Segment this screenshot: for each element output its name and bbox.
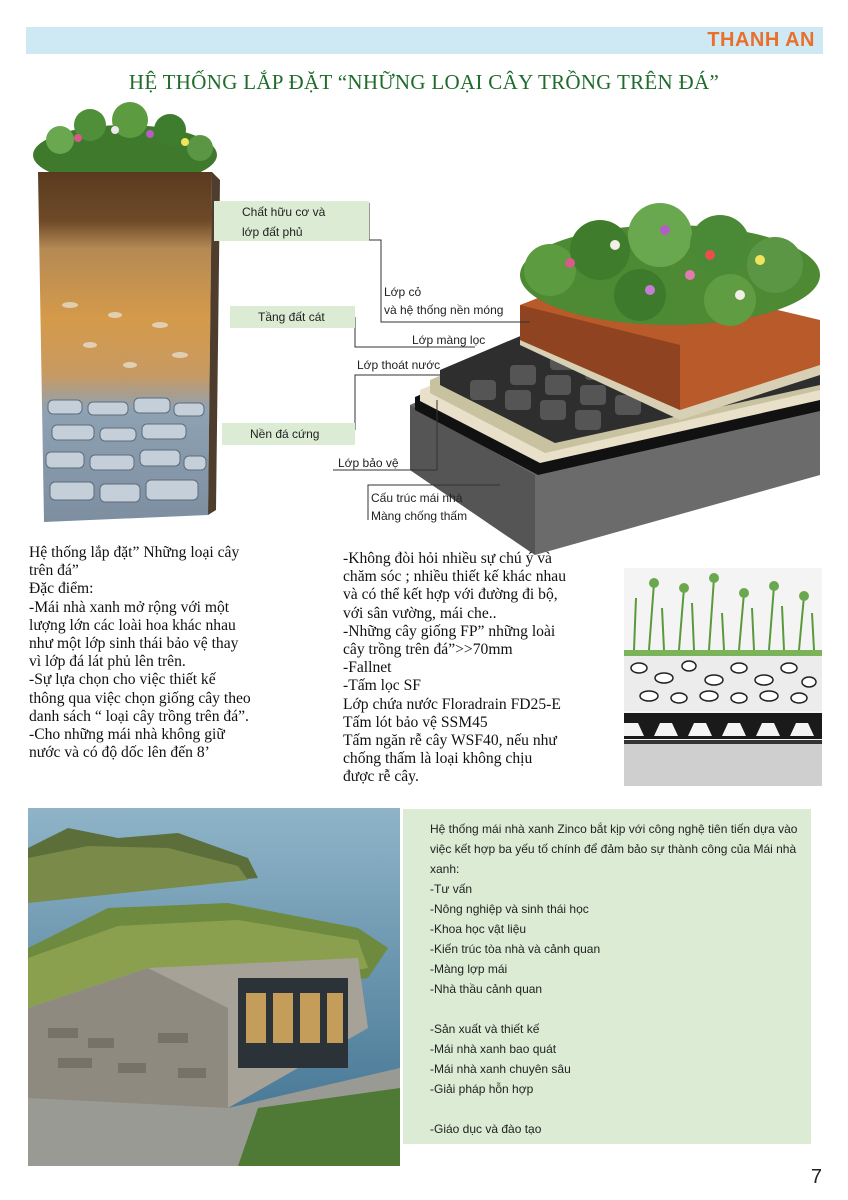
text-line: được rễ cây. — [343, 768, 419, 786]
text-line: Tấm lót bảo vệ SSM45 — [343, 713, 488, 731]
text-line: danh sách “ loại cây trồng trên đá”. — [29, 707, 249, 725]
text-line: -Những cây giống FP” những loài — [343, 622, 556, 640]
list-item: -Tư vấn — [430, 882, 473, 896]
list-item: -Mái nhà xanh chuyên sâu — [430, 1062, 571, 1076]
label-waterproof-membrane: Màng chống thấm — [371, 509, 468, 523]
list-item: -Giáo dục và đào tạo — [430, 1122, 542, 1136]
label-organic-line1: Chất hữu cơ và — [242, 205, 326, 219]
header-bar — [26, 27, 823, 54]
text-line: Tấm ngăn rễ cây WSF40, nếu như — [343, 732, 557, 750]
text-line: -Không đòi hỏi nhiều sự chú ý và — [343, 550, 552, 567]
left-text-column — [29, 544, 251, 762]
label-sand-layer: Tầng đất cát — [230, 306, 355, 328]
list-item: -Kiến trúc tòa nhà và cảnh quan — [430, 942, 601, 956]
text-line: -Tấm lọc SF — [343, 677, 421, 695]
roof-section-illustration — [624, 568, 822, 786]
text-line: lượng lớn các loài hoa khác nhau — [29, 616, 236, 634]
text-line: Lớp chứa nước Floradrain FD25-E — [343, 695, 561, 713]
list-item: -Nông nghiệp và sinh thái học — [430, 902, 589, 916]
list-item: -Mái nhà xanh bao quát — [430, 1042, 557, 1056]
text-line: -Mái nhà xanh mở rộng với một — [29, 598, 230, 616]
label-filter-layer: Lớp màng lọc — [412, 333, 486, 347]
list-item: -Sản xuất và thiết kế — [430, 1022, 540, 1036]
page-number: 7 — [810, 1166, 822, 1188]
list-item: -Giải pháp hỗn hợp — [430, 1082, 534, 1096]
text-line: Đặc điểm: — [29, 580, 94, 598]
middle-text-column — [343, 550, 566, 787]
label-bedrock: Nền đá cứng — [222, 423, 355, 445]
label-organic-line2: lớp đất phủ — [242, 225, 303, 239]
text-line: nước và có độ dốc lên đến 8’ — [29, 744, 210, 762]
text-line: Hệ thống lắp đặt” Những loại cây — [29, 544, 240, 561]
label-grass-line2: và hệ thống nền móng — [384, 303, 504, 317]
label-roof-structure: Cấu trúc mái nhà — [371, 491, 463, 505]
text-line: -Cho những mái nhà không giữ — [29, 726, 225, 744]
list-item: -Nhà thầu cảnh quan — [430, 982, 543, 996]
page-title: HỆ THỐNG LẮP ĐẶT “NHỮNG LOẠI CÂY TRỒNG TRÊN ĐÁ” — [128, 70, 720, 94]
text-line: -Sự lựa chọn cho việc thiết kế — [29, 671, 216, 689]
text-line: vì lớp đá lát phủ lên trên. — [29, 653, 186, 671]
label-protection-layer: Lớp bảo vệ — [338, 456, 399, 470]
soil-column-illustration — [30, 100, 220, 530]
text-line: -Fallnet — [343, 659, 392, 677]
list-item: -Màng lợp mái — [430, 962, 508, 976]
text-line: và có thể kết hợp với đường đi bộ, — [343, 586, 558, 604]
list-gap — [430, 999, 600, 1019]
label-drainage-layer: Lớp thoát nước — [357, 358, 441, 372]
text-line: thông qua việc chọn giống cây theo — [29, 689, 251, 707]
info-list — [430, 879, 600, 1139]
label-grass-line1: Lớp cỏ — [384, 285, 422, 299]
list-gap — [430, 1099, 600, 1119]
text-line: như một lớp sinh thái bảo vệ thay — [29, 635, 239, 653]
label-organic-topsoil — [214, 201, 369, 241]
text-line: cây trồng trên đá”>>70mm — [343, 641, 513, 659]
list-item: -Khoa học vật liệu — [430, 922, 527, 936]
info-box-zinco — [403, 809, 811, 1144]
text-line: trên đá” — [29, 562, 79, 580]
brand-name: THANH AN — [707, 29, 815, 51]
text-line: với sân vường, mái che.. — [343, 604, 497, 622]
text-line: chăm sóc ; nhiều thiết kế khác nhau — [343, 568, 567, 586]
green-roof-building-photo — [28, 808, 400, 1166]
text-line: chống thấm là loại không chịu — [343, 750, 533, 768]
info-intro: Hệ thống mái nhà xanh Zinco bắt kịp với công nghệ tiên tiến dựa vào việc kết hợp ba yếu tố chính để đảm bảo sự thành công của Mái nhà xanh: — [430, 822, 798, 876]
